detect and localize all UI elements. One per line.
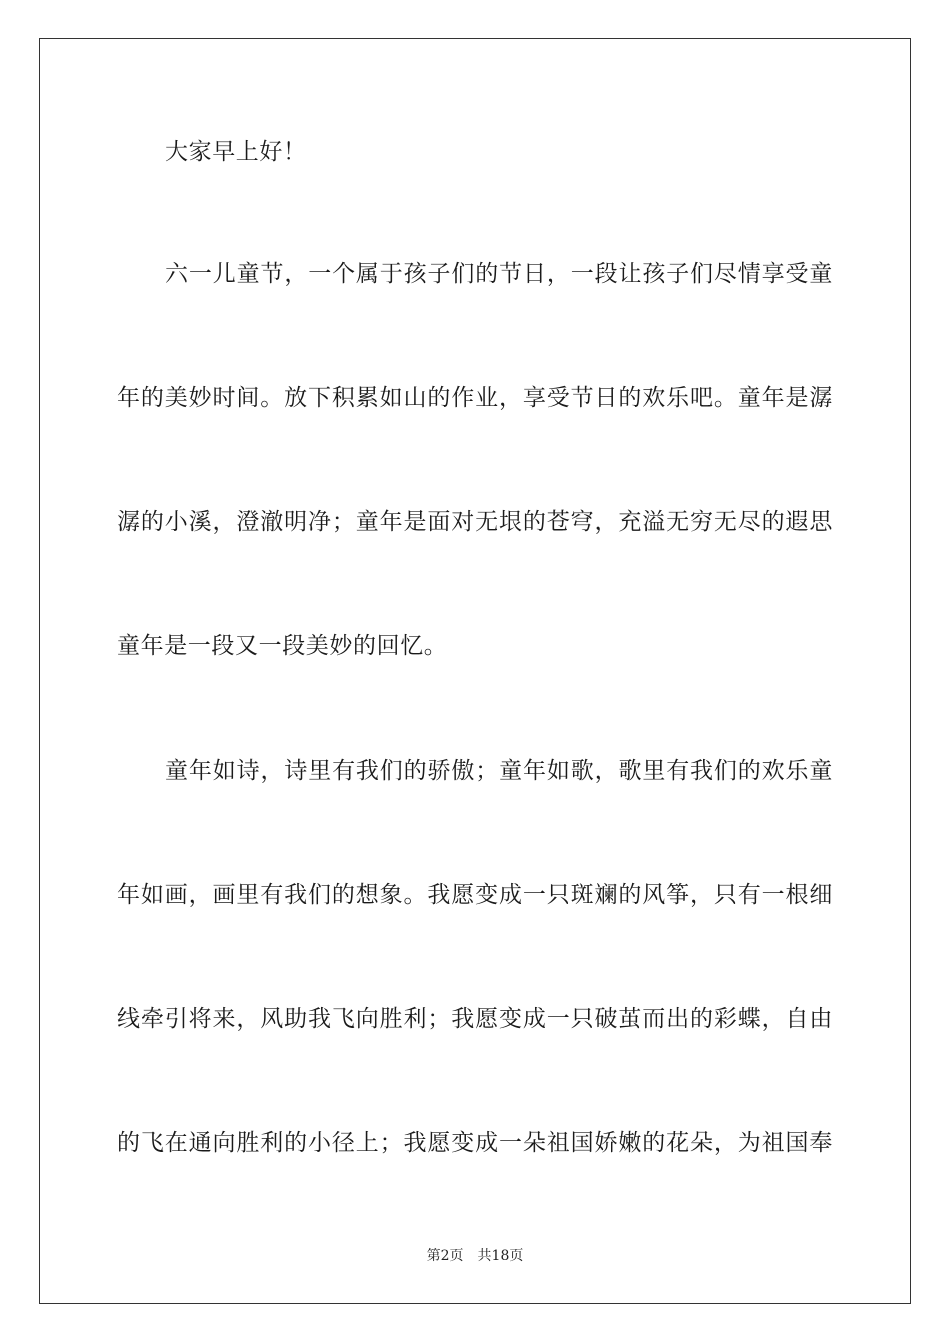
paragraph-1-line-1: 六一儿童节，一个属于孩子们的节日，一段让孩子们尽情享受童 bbox=[165, 261, 833, 287]
greeting-line: 大家早上好！ bbox=[165, 139, 307, 165]
paragraph-1-line-4: 童年是一段又一段美妙的回忆。 bbox=[117, 633, 448, 659]
paragraph-2-line-1: 童年如诗，诗里有我们的骄傲；童年如歌，歌里有我们的欢乐童 bbox=[165, 758, 833, 784]
page-number: 第2页 bbox=[426, 1248, 464, 1264]
paragraph-1-line-2: 年的美妙时间。放下积累如山的作业，享受节日的欢乐吧。童年是潺 bbox=[117, 385, 833, 411]
page-total: 共18页 bbox=[477, 1248, 524, 1264]
paragraph-2-line-3: 线牵引将来，风助我飞向胜利；我愿变成一只破茧而出的彩蝶，自由 bbox=[117, 1006, 833, 1032]
paragraph-2-line-4: 的飞在通向胜利的小径上；我愿变成一朵祖国娇嫩的花朵，为祖国奉 bbox=[117, 1130, 833, 1156]
paragraph-2-line-2: 年如画，画里有我们的想象。我愿变成一只斑斓的风筝，只有一根细 bbox=[117, 882, 833, 908]
paragraph-1-line-3: 潺的小溪，澄澈明净；童年是面对无垠的苍穹，充溢无穷无尽的遐思 bbox=[117, 509, 833, 535]
page-footer bbox=[0, 1247, 950, 1265]
page-border bbox=[39, 38, 911, 1304]
